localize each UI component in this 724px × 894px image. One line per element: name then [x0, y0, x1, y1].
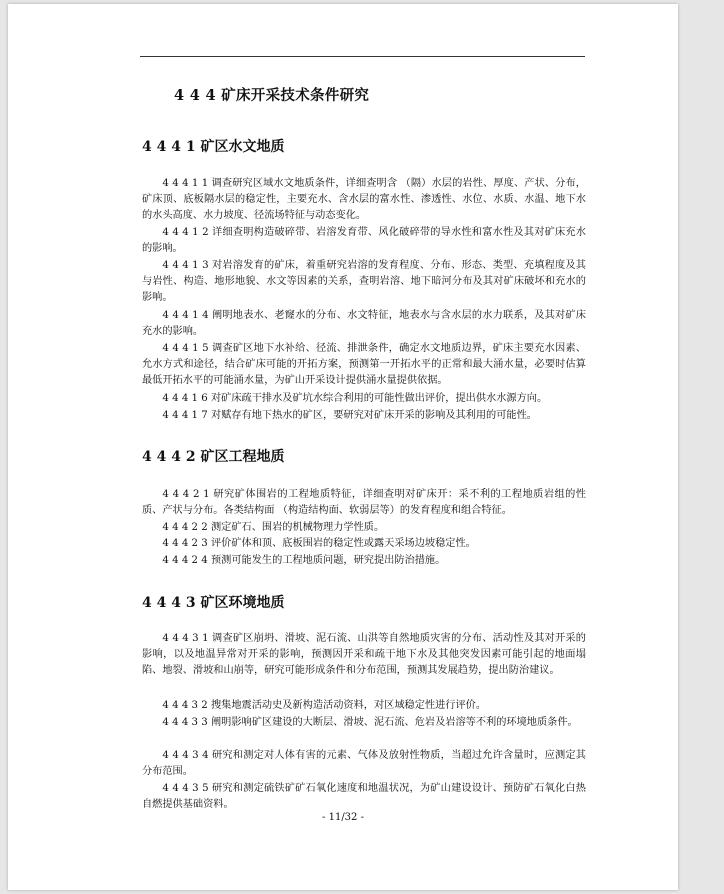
header-rule	[140, 56, 585, 57]
paragraph: 4 4 4 3 4 研究和测定对人体有害的元素、气体及放射性物质，当超过允许含量时，应测定其分布范围。	[142, 750, 586, 778]
heading-engineering-geology: 4 4 4 2 矿区工程地质	[142, 449, 285, 465]
heading-environmental-geology: 4 4 4 3 矿区环境地质	[142, 595, 285, 611]
paragraph: 4 4 4 3 3 阐明影响矿区建设的大断层、滑坡、泥石流、危岩及岩溶等不利的环境地质条件。	[162, 717, 578, 728]
page-number: - 11/32 -	[322, 812, 364, 823]
paragraph: 4 4 4 2 3 评价矿体和顶、底板围岩的稳定性或露天采场边坡稳定性。	[162, 538, 476, 549]
paragraph: 4 4 4 1 3 对岩溶发育的矿床，着重研究岩溶的发育程度、分布、形态、类型、充填程度及其与岩性、构造、地形地貌、水文等因素的关系，查明岩溶、地下暗河分布及其对矿床破坏和充水的影响。	[142, 260, 586, 304]
paragraph: 4 4 4 1 2 详细查明构造破碎带、岩溶发育带、风化破碎带的导水性和富水性及其对矿床充水的影响。	[142, 227, 586, 255]
paragraph: 4 4 4 1 5 调查矿区地下水补给、径流、排泄条件，确定水文地质边界，矿床主要充水因素、允水方式和途径，结合矿床可能的开拓方案，预测第一开拓水平的正常和最大涌水量，必要时估算最低开拓水平的可能涌水量，为矿山开采设计提供涌水量提供依据。	[142, 343, 586, 387]
section-title: 4 4 4 矿床开采技术条件研究	[174, 87, 370, 104]
paragraph: 4 4 4 1 6 对矿床疏干排水及矿坑水综合利用的可能性做出评价，提出供水水源方向。	[162, 393, 548, 404]
paragraph: 4 4 4 1 1 调查研究区域水文地质条件，详细查明含 （隔）水层的岩性、厚度、产状、分布，矿床顶、底板隔水层的稳定性，主要充水、含水层的富水性、渗透性、水位、水质、水温、地下水的水头高度、水力坡度、径流场特征与动态变化。	[142, 178, 586, 222]
paragraph: 4 4 4 1 7 对赋存有地下热水的矿区，要研究对矿床开采的影响及其利用的可能性。	[162, 410, 537, 421]
paragraph: 4 4 4 2 1 研究矿体围岩的工程地质特征，详细查明对矿床开：采不利的工程地质岩组的性质、产状与分布。各类结构面 （构造结构面、软弱层等）的发育程度和组合特征。	[142, 489, 586, 517]
paragraph: 4 4 4 1 4 阐明地表水、老窿水的分布、水文特征，地表水与含水层的水力联系，及其对矿床充水的影响。	[142, 310, 586, 338]
heading-hydrogeology: 4 4 4 1 矿区水文地质	[142, 139, 285, 155]
paragraph: 4 4 4 2 4 预测可能发生的工程地质问题，研究提出防治措施。	[162, 555, 446, 566]
paragraph: 4 4 4 3 5 研究和测定硫铁矿矿石氧化速度和地温状况，为矿山建设设计、预防矿石氧化白热自燃提供基础资料。	[142, 783, 586, 811]
paragraph: 4 4 4 3 2 搜集地震活动史及新构造活动资料，对区域稳定性进行评价。	[162, 700, 487, 711]
document-page	[8, 4, 678, 890]
paragraph: 4 4 4 3 1 调查矿区崩坍、滑坡、泥石流、山洪等自然地质灾害的分布、活动性及其对开采的影响，以及地温异常对开采的影响，预测因开采和疏干地下水及其他突发因素可能引起的地面塌陷、地裂、滑坡和山崩等，研究可能形成条件和分布范围，预测其发展趋势，提出防治建议。	[142, 633, 586, 677]
paragraph: 4 4 4 2 2 测定矿石、围岩的机械物理力学性质。	[162, 522, 385, 533]
